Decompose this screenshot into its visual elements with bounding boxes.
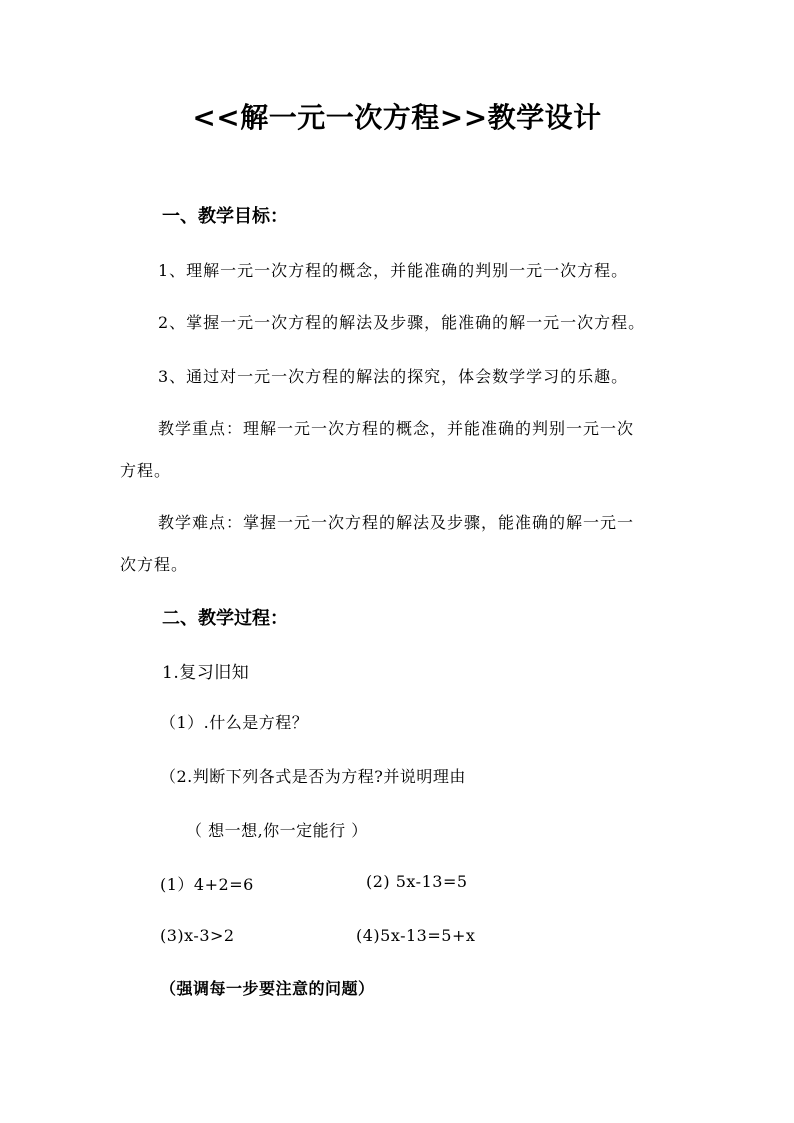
objective-1: 1、理解一元一次方程的概念，并能准确的判别一元一次方程。: [158, 261, 629, 280]
difficult-point-line-2: 次方程。: [120, 555, 189, 574]
hint-text: （ 想一想,你一定能行 ）: [186, 821, 368, 840]
question-1: （1）.什么是方程？: [160, 713, 309, 732]
key-point-line-2: 方程。: [120, 461, 172, 480]
objective-3: 3、通过对一元一次方程的解法的探究，体会数学学习的乐趣。: [158, 367, 629, 386]
equation-1: (1）4+2=6: [160, 875, 254, 894]
objective-2: 2、掌握一元一次方程的解法及步骤，能准确的解一元一次方程。: [158, 313, 646, 332]
section-heading-process: 二、教学过程：: [162, 608, 288, 629]
section-heading-objectives: 一、教学目标：: [162, 206, 288, 227]
equation-4: (4)5x-13=5+x: [356, 926, 476, 945]
equation-3: (3)x-3>2: [160, 926, 235, 945]
equation-2: (2) 5x-13=5: [366, 872, 468, 891]
document-title: <<解一元一次方程>>教学设计: [192, 101, 602, 134]
difficult-point-line-1: 教学难点：掌握一元一次方程的解法及步骤，能准确的解一元一: [158, 513, 635, 532]
emphasis-note: （强调每一步要注意的问题）: [160, 979, 375, 998]
question-2: （2.判断下列各式是否为方程?并说明理由: [160, 767, 466, 786]
key-point-line-1: 教学重点：理解一元一次方程的概念，并能准确的判别一元一次: [158, 419, 635, 438]
review-heading: 1.复习旧知: [162, 663, 250, 683]
